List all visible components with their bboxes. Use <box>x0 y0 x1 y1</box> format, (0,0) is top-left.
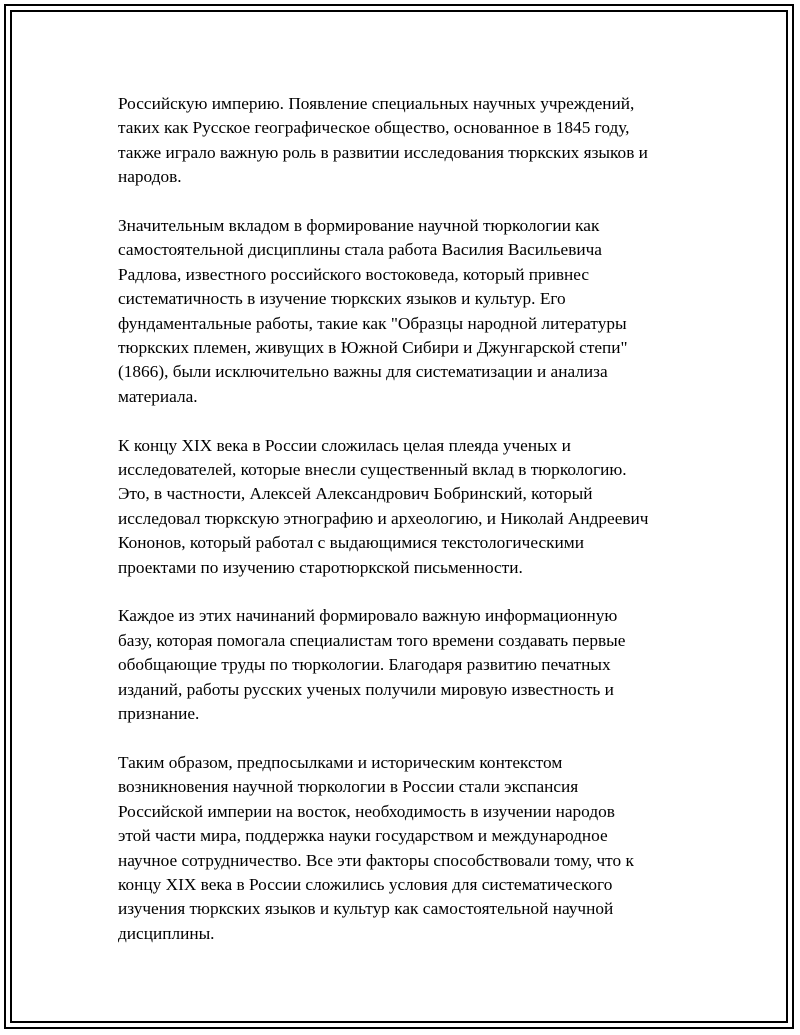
text-line: изучения тюркских языков и культур как самостоятельной научной <box>118 899 614 919</box>
text-line: исследовал тюркскую этнографию и археологию, и Николай Андреевич <box>118 508 649 528</box>
text-line: Радлова, известного российского востоковеда, который привнес <box>118 264 590 284</box>
text-line: этой части мира, поддержка науки государством и международное <box>118 826 608 846</box>
text-line: самостоятельной дисциплины стала работа Василия Васильевича <box>118 240 602 260</box>
text-line: таких как Русское географическое общество, основанное в 1845 году, <box>118 118 630 138</box>
text-line: народов. <box>118 167 182 187</box>
text-line: Это, в частности, Алексей Александрович Бобринский, который <box>118 484 593 504</box>
paragraph-3 <box>118 434 708 580</box>
text-line: обобщающие труды по тюркологии. Благодаря развитию печатных <box>118 655 611 675</box>
text-line: научное сотрудничество. Все эти факторы способствовали тому, что к <box>118 850 634 870</box>
text-line: проектами по изучению старотюркской письменности. <box>118 557 523 577</box>
text-line: также играло важную роль в развитии исследования тюркских языков и <box>118 142 648 162</box>
text-line: фундаментальные работы, такие как "Образцы народной литературы <box>118 313 627 333</box>
text-line: систематичность в изучение тюркских языков и культур. Его <box>118 289 566 309</box>
paragraph-1 <box>118 92 708 190</box>
text-line: Значительным вкладом в формирование научной тюркологии как <box>118 216 600 236</box>
text-line: Таким образом, предпосылками и историческим контекстом <box>118 752 563 772</box>
text-line: Каждое из этих начинаний формировало важную информационную <box>118 606 618 626</box>
text-line: изданий, работы русских ученых получили мировую известность и <box>118 679 614 699</box>
text-line: базу, которая помогала специалистам того времени создавать первые <box>118 630 626 650</box>
text-line: Российскую империю. Появление специальных научных учреждений, <box>118 94 635 113</box>
paragraph-2 <box>118 214 708 409</box>
document-body <box>118 92 708 946</box>
text-line: тюркских племен, живущих в Южной Сибири и Джунгарской степи" <box>118 338 628 358</box>
text-line: дисциплины. <box>118 923 215 943</box>
text-line: признание. <box>118 704 200 724</box>
text-line: (1866), были исключительно важны для систематизации и анализа <box>118 362 608 382</box>
text-line: К концу XIX века в России сложилась целая плеяда ученых и <box>118 435 571 455</box>
text-line: Российской империи на восток, необходимость в изучении народов <box>118 801 615 821</box>
text-line: возникновения научной тюркологии в России стали экспансия <box>118 777 579 797</box>
text-line: концу XIX века в России сложились условия для систематического <box>118 874 613 894</box>
text-line: исследователей, которые внесли существенный вклад в тюркологию. <box>118 460 627 480</box>
text-line: материала. <box>118 386 198 406</box>
paragraph-4 <box>118 604 708 726</box>
text-line: Кононов, который работал с выдающимися текстологическими <box>118 533 584 553</box>
paragraph-5 <box>118 751 708 946</box>
